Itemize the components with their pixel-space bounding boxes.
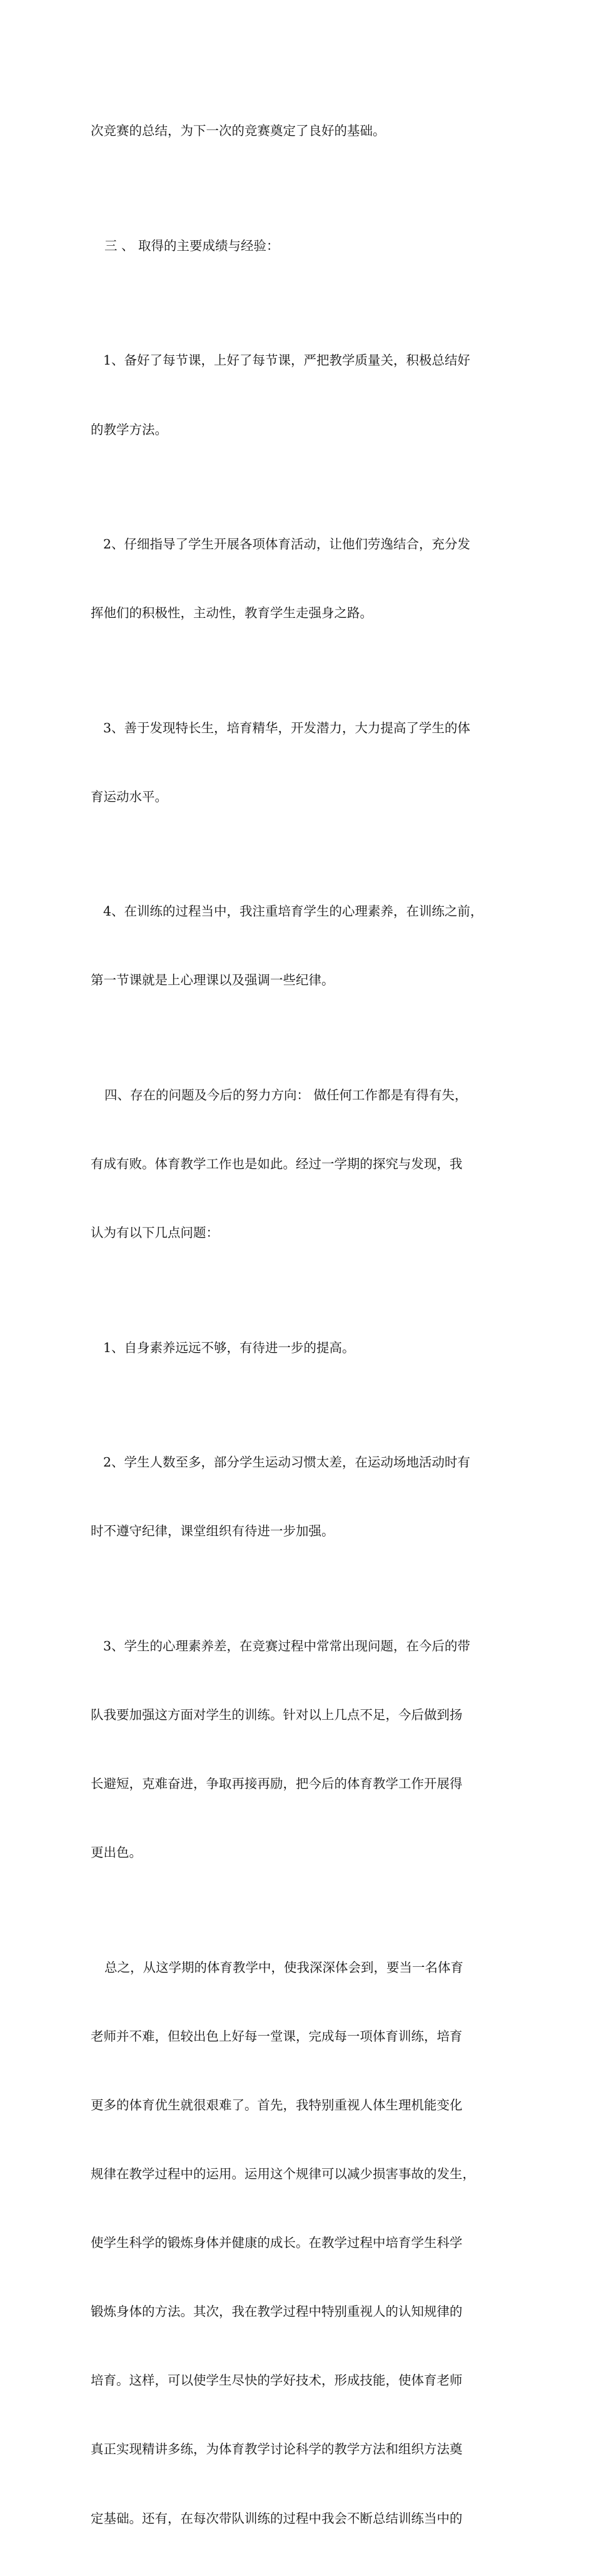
text-line: 队我要加强这方面对学生的训练。针对以上几点不足，今后做到扬 [91,1707,463,1722]
list-item-problem-3 [91,1589,510,1910]
paragraph-conclusion [91,1910,510,2575]
text-line: 三 、 取得的主要成绩与经验： [104,238,279,253]
text-line: 1、自身素养远远不够，有待进一步的提高。 [103,1340,355,1355]
text-line: 培育。这样，可以使学生尽快的学好技术，形成技能，使体育老师 [91,2373,463,2388]
paragraph-competition-summary [91,74,510,189]
text-line: 4、在训练的过程当中，我注重培育学生的心理素养，在训练之前， [103,904,483,919]
text-line: 有成有败。体育教学工作也是如此。经过一学期的探究与发现，我 [91,1156,463,1172]
list-item-achievement-4 [91,854,510,1038]
text-line: 长避短，克难奋进，争取再接再励，把今后的体育教学工作开展得 [91,1776,463,1792]
list-item-achievement-3 [91,670,510,854]
text-line: 3、善于发现特长生，培育精华，开发潜力，大力提高了学生的体 [103,720,471,735]
text-line: 更出色。 [91,1845,142,1861]
text-line: 使学生科学的锻炼身体并健康的成长。在教学过程中培育学生科学 [91,2235,463,2251]
text-line: 认为有以下几点问题： [91,1225,219,1241]
list-item-achievement-1 [91,303,510,487]
text-line: 老师并不难，但较出色上好每一堂课，完成每一项体育训练，培育 [91,2028,463,2044]
heading-problems-direction [91,1038,510,1291]
text-line: 次竞赛的总结，为下一次的竞赛奠定了良好的基础。 [91,123,386,139]
text-line: 时不遵守纪律，课堂组织有待进一步加强。 [91,1523,335,1539]
text-line: 1、备好了每节课，上好了每节课，严把教学质量关，积极总结好 [103,353,471,368]
text-line: 第一节课就是上心理课以及强调一些纪律。 [91,972,335,988]
text-line: 2、仔细指导了学生开展各项体育活动，让他们劳逸结合，充分发 [103,537,471,552]
text-line: 3、学生的心理素养差，在竞赛过程中常常出现问题，在今后的带 [103,1638,471,1654]
text-line: 锻炼身体的方法。其次，我在教学过程中特别重视人的认知规律的 [91,2304,463,2320]
list-item-achievement-2 [91,487,510,671]
list-item-problem-1 [91,1290,510,1405]
document-body [91,74,510,2576]
list-item-problem-2 [91,1405,510,1589]
text-line: 更多的体育优生就很艰难了。首先，我特别重视人体生理机能变化 [91,2097,463,2113]
text-line: 总之，从这学期的体育教学中，使我深深体会到，要当一名体育 [104,1959,463,1975]
text-line: 定基础。还有，在每次带队训练的过程中我会不断总结训练当中的 [91,2510,463,2526]
text-line: 四、存在的问题及今后的努力方向： 做任何工作都是有得有失， [104,1087,468,1103]
text-line: 真正实现精讲多练，为体育教学讨论科学的教学方法和组织方法奠 [91,2442,463,2457]
heading-main-achievements [91,189,510,304]
text-line: 育运动水平。 [91,789,168,804]
text-line: 的教学方法。 [91,422,168,437]
text-line: 挥他们的积极性，主动性，教育学生走强身之路。 [91,605,373,621]
text-line: 2、学生人数至多，部分学生运动习惯太差，在运动场地活动时有 [103,1455,471,1470]
text-line: 规律在教学过程中的运用。运用这个规律可以减少损害事故的发生， [91,2166,475,2181]
